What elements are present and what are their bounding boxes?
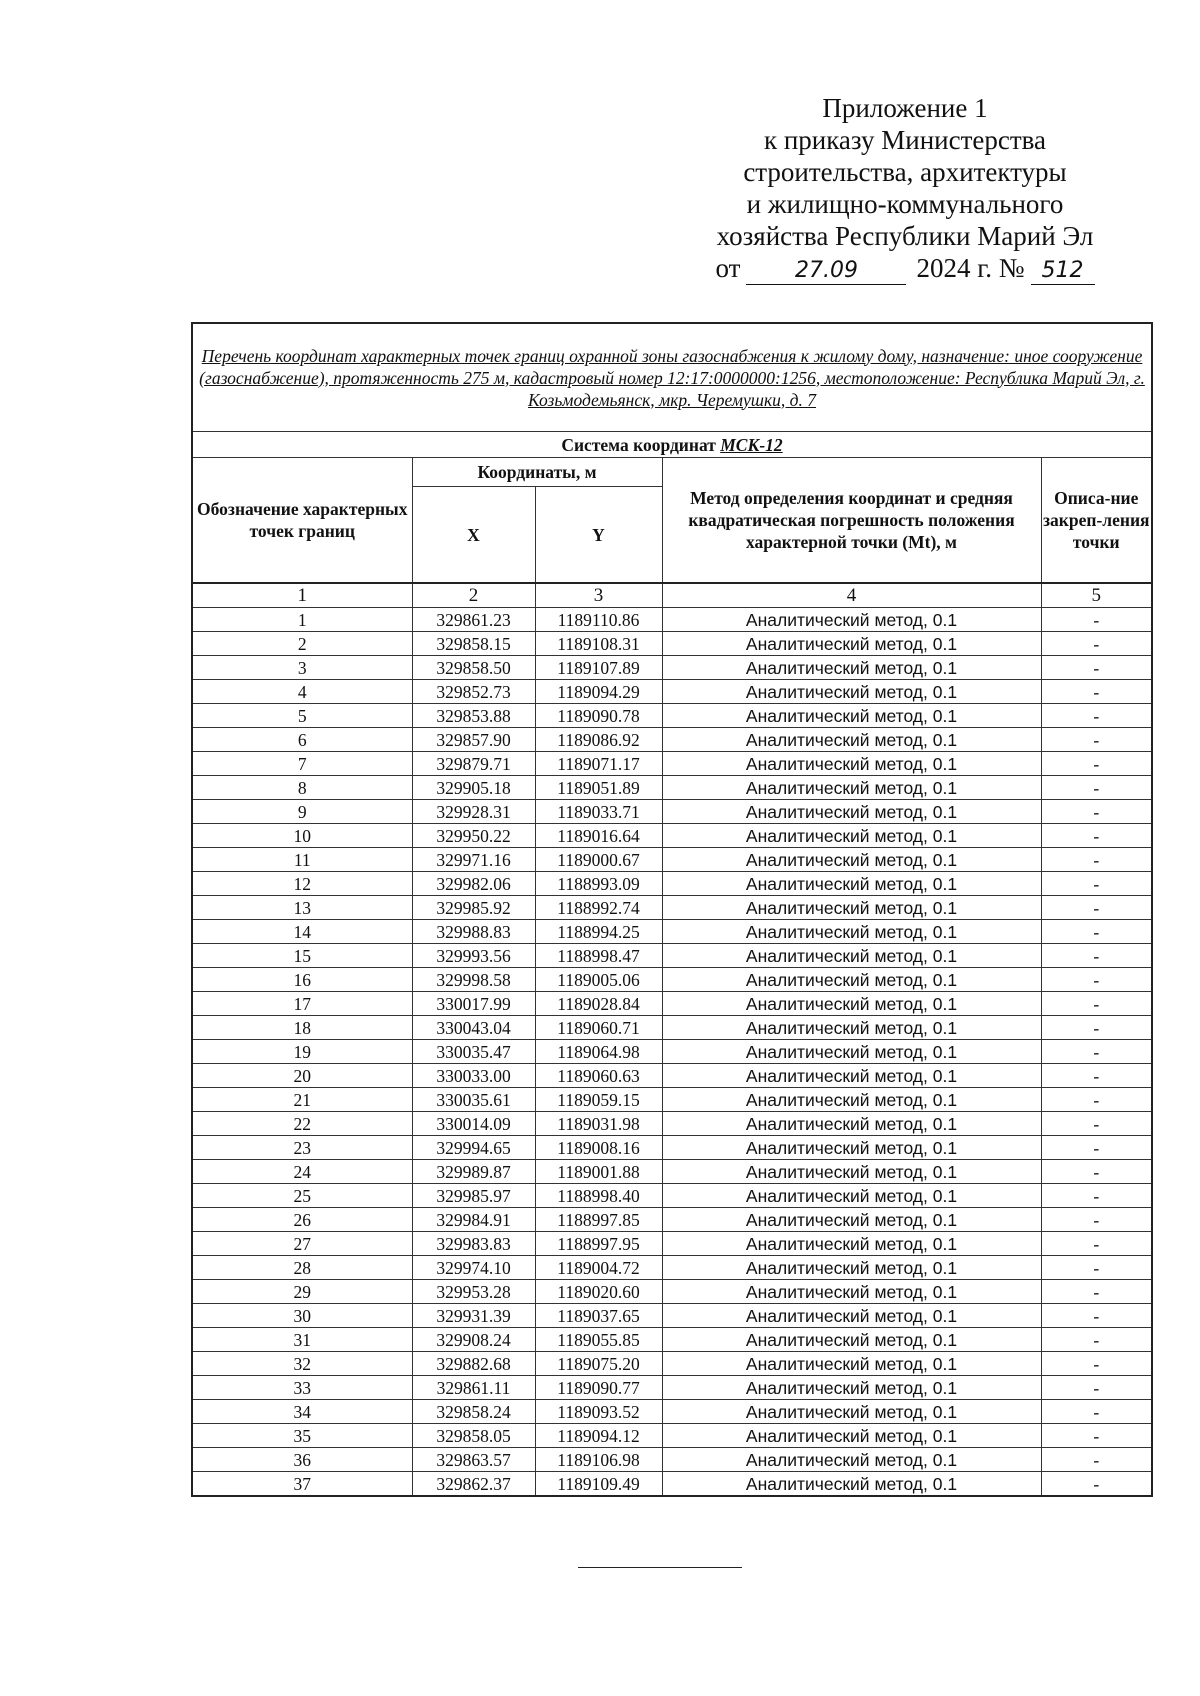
table-row [192,1040,1152,1064]
x-coordinate-cell: 329989.87 [412,1160,535,1184]
description-cell: - [1041,1400,1152,1424]
y-coordinate-cell: 1189106.98 [535,1448,662,1472]
point-number-cell: 35 [192,1424,412,1448]
method-cell: Аналитический метод, 0.1 [662,1016,1041,1040]
x-coordinate-cell: 329861.23 [412,608,535,632]
description-cell: - [1041,1472,1152,1497]
y-coordinate-cell: 1189000.67 [535,848,662,872]
table-row [192,680,1152,704]
coordinate-system [192,432,1152,458]
table-row [192,728,1152,752]
x-coordinate-cell: 329971.16 [412,848,535,872]
table-row [192,1112,1152,1136]
table-row [192,1400,1152,1424]
method-cell: Аналитический метод, 0.1 [662,608,1041,632]
method-cell: Аналитический метод, 0.1 [662,944,1041,968]
method-cell: Аналитический метод, 0.1 [662,896,1041,920]
method-cell: Аналитический метод, 0.1 [662,704,1041,728]
y-coordinate-cell: 1189005.06 [535,968,662,992]
x-coordinate-cell: 330033.00 [412,1064,535,1088]
point-number-cell: 7 [192,752,412,776]
y-coordinate-cell: 1189109.49 [535,1472,662,1497]
table-row [192,1208,1152,1232]
y-coordinate-cell: 1188993.09 [535,872,662,896]
method-cell: Аналитический метод, 0.1 [662,728,1041,752]
description-cell: - [1041,632,1152,656]
description-cell: - [1041,1448,1152,1472]
x-coordinate-cell: 329862.37 [412,1472,535,1497]
method-cell: Аналитический метод, 0.1 [662,632,1041,656]
x-coordinate-cell: 329908.24 [412,1328,535,1352]
y-coordinate-cell: 1189094.12 [535,1424,662,1448]
x-coordinate-cell: 329985.92 [412,896,535,920]
description-cell: - [1041,944,1152,968]
description-cell: - [1041,1232,1152,1256]
method-cell: Аналитический метод, 0.1 [662,920,1041,944]
point-number-cell: 9 [192,800,412,824]
point-number-cell: 3 [192,656,412,680]
method-cell: Аналитический метод, 0.1 [662,1472,1041,1497]
method-cell: Аналитический метод, 0.1 [662,1256,1041,1280]
table-row [192,1352,1152,1376]
table-row [192,1088,1152,1112]
point-number-cell: 26 [192,1208,412,1232]
point-number-cell: 34 [192,1400,412,1424]
description-cell: - [1041,848,1152,872]
table-row [192,800,1152,824]
description-cell: - [1041,1208,1152,1232]
y-coordinate-cell: 1189037.65 [535,1304,662,1328]
y-coordinate-cell: 1189001.88 [535,1160,662,1184]
header-coordinates: Координаты, м [412,458,662,487]
table-row [192,1472,1152,1497]
x-coordinate-cell: 329928.31 [412,800,535,824]
description-cell: - [1041,1376,1152,1400]
description-cell: - [1041,896,1152,920]
coordinate-system-label: Система координат [561,434,716,455]
description-cell: - [1041,1040,1152,1064]
y-coordinate-cell: 1189090.78 [535,704,662,728]
bottom-separator-line [578,1567,742,1568]
description-cell: - [1041,824,1152,848]
description-cell: - [1041,776,1152,800]
column-numbering-row [192,583,1152,608]
y-coordinate-cell: 1189090.77 [535,1376,662,1400]
x-coordinate-cell: 330017.99 [412,992,535,1016]
method-cell: Аналитический метод, 0.1 [662,1448,1041,1472]
y-coordinate-cell: 1188998.40 [535,1184,662,1208]
header-method: Метод определения координат и средняя квадратическая погрешность положения характерной точки (Mt), м [662,458,1041,584]
method-cell: Аналитический метод, 0.1 [662,800,1041,824]
point-number-cell: 36 [192,1448,412,1472]
method-cell: Аналитический метод, 0.1 [662,1280,1041,1304]
y-coordinate-cell: 1189059.15 [535,1088,662,1112]
table-row [192,1136,1152,1160]
header-x: X [412,487,535,584]
x-coordinate-cell: 329861.11 [412,1376,535,1400]
method-cell: Аналитический метод, 0.1 [662,848,1041,872]
point-number-cell: 4 [192,680,412,704]
method-cell: Аналитический метод, 0.1 [662,1400,1041,1424]
from-label: от [715,253,741,283]
point-number-cell: 18 [192,1016,412,1040]
x-coordinate-cell: 329985.97 [412,1184,535,1208]
point-number-cell: 1 [192,608,412,632]
table-row [192,752,1152,776]
y-coordinate-cell: 1189055.85 [535,1328,662,1352]
method-cell: Аналитический метод, 0.1 [662,1328,1041,1352]
table-row [192,1376,1152,1400]
order-date-number-line [690,252,1120,285]
description-cell: - [1041,704,1152,728]
point-number-cell: 14 [192,920,412,944]
table-row [192,872,1152,896]
x-coordinate-cell: 329882.68 [412,1352,535,1376]
table-row [192,1160,1152,1184]
point-number-cell: 25 [192,1184,412,1208]
method-cell: Аналитический метод, 0.1 [662,872,1041,896]
point-number-cell: 11 [192,848,412,872]
y-coordinate-cell: 1189093.52 [535,1400,662,1424]
point-number-cell: 13 [192,896,412,920]
y-coordinate-cell: 1188998.47 [535,944,662,968]
point-number-cell: 33 [192,1376,412,1400]
column-number: 3 [535,583,662,608]
description-cell: - [1041,728,1152,752]
y-coordinate-cell: 1189086.92 [535,728,662,752]
table-row [192,656,1152,680]
y-coordinate-cell: 1189016.64 [535,824,662,848]
x-coordinate-cell: 329879.71 [412,752,535,776]
table-row [192,608,1152,632]
x-coordinate-cell: 329953.28 [412,1280,535,1304]
description-cell: - [1041,1136,1152,1160]
point-number-cell: 37 [192,1472,412,1497]
appendix-ministry-line-2: и жилищно-коммунального [746,189,1064,219]
y-coordinate-cell: 1189094.29 [535,680,662,704]
appendix-ministry-line-1: строительства, архитектуры [743,157,1067,187]
column-number: 4 [662,583,1041,608]
description-cell: - [1041,1088,1152,1112]
table-title: Перечень координат характерных точек границ охранной зоны газоснабжения к жилому дому, назначение: иное сооружение (газоснабжение), протяженность 275 м, кадастровый номер 12:17:0000000:1256, местоположение: Республика Марий Эл, г. Козьмодемьянск, мкр. Черемушки, д. 7 [192,323,1152,432]
description-cell: - [1041,1280,1152,1304]
point-number-cell: 30 [192,1304,412,1328]
table-row [192,704,1152,728]
method-cell: Аналитический метод, 0.1 [662,1376,1041,1400]
x-coordinate-cell: 329982.06 [412,872,535,896]
method-cell: Аналитический метод, 0.1 [662,1304,1041,1328]
column-number: 5 [1041,583,1152,608]
table-row [192,1280,1152,1304]
x-coordinate-cell: 329993.56 [412,944,535,968]
y-coordinate-cell: 1189060.71 [535,1016,662,1040]
table-row [192,1184,1152,1208]
description-cell: - [1041,1424,1152,1448]
x-coordinate-cell: 329858.24 [412,1400,535,1424]
x-coordinate-cell: 330014.09 [412,1112,535,1136]
point-number-cell: 20 [192,1064,412,1088]
table-row [192,1304,1152,1328]
table-row [192,1232,1152,1256]
handwritten-date: 27.09 [746,258,906,285]
description-cell: - [1041,1256,1152,1280]
y-coordinate-cell: 1188997.95 [535,1232,662,1256]
description-cell: - [1041,1016,1152,1040]
y-coordinate-cell: 1189028.84 [535,992,662,1016]
table-row [192,968,1152,992]
method-cell: Аналитический метод, 0.1 [662,1040,1041,1064]
y-coordinate-cell: 1189107.89 [535,656,662,680]
x-coordinate-cell: 329852.73 [412,680,535,704]
header-point-designation: Обозначение характерных точек границ [192,458,412,584]
method-cell: Аналитический метод, 0.1 [662,656,1041,680]
y-coordinate-cell: 1188997.85 [535,1208,662,1232]
method-cell: Аналитический метод, 0.1 [662,824,1041,848]
point-number-cell: 16 [192,968,412,992]
description-cell: - [1041,1184,1152,1208]
handwritten-order-number: 512 [1031,258,1095,285]
coordinates-table [191,322,1153,1497]
point-number-cell: 27 [192,1232,412,1256]
y-coordinate-cell: 1189064.98 [535,1040,662,1064]
table-row [192,632,1152,656]
point-number-cell: 2 [192,632,412,656]
point-number-cell: 32 [192,1352,412,1376]
description-cell: - [1041,1064,1152,1088]
description-cell: - [1041,968,1152,992]
method-cell: Аналитический метод, 0.1 [662,1352,1041,1376]
appendix-ministry-line-3: хозяйства Республики Марий Эл [716,221,1094,251]
table-row [192,896,1152,920]
method-cell: Аналитический метод, 0.1 [662,680,1041,704]
description-cell: - [1041,872,1152,896]
header-description: Описа-ние закреп-ления точки [1041,458,1152,584]
point-number-cell: 29 [192,1280,412,1304]
y-coordinate-cell: 1188992.74 [535,896,662,920]
table-row [192,776,1152,800]
table-row [192,1256,1152,1280]
y-coordinate-cell: 1188994.25 [535,920,662,944]
description-cell: - [1041,1304,1152,1328]
x-coordinate-cell: 330035.61 [412,1088,535,1112]
x-coordinate-cell: 329858.15 [412,632,535,656]
description-cell: - [1041,920,1152,944]
x-coordinate-cell: 329863.57 [412,1448,535,1472]
description-cell: - [1041,1160,1152,1184]
table-row [192,824,1152,848]
description-cell: - [1041,752,1152,776]
x-coordinate-cell: 329858.05 [412,1424,535,1448]
x-coordinate-cell: 329857.90 [412,728,535,752]
method-cell: Аналитический метод, 0.1 [662,1136,1041,1160]
description-cell: - [1041,656,1152,680]
coordinate-system-value: МСК-12 [720,434,783,455]
x-coordinate-cell: 329988.83 [412,920,535,944]
point-number-cell: 28 [192,1256,412,1280]
y-coordinate-cell: 1189033.71 [535,800,662,824]
description-cell: - [1041,608,1152,632]
x-coordinate-cell: 329950.22 [412,824,535,848]
point-number-cell: 6 [192,728,412,752]
point-number-cell: 15 [192,944,412,968]
x-coordinate-cell: 329998.58 [412,968,535,992]
table-row [192,1448,1152,1472]
y-coordinate-cell: 1189071.17 [535,752,662,776]
y-coordinate-cell: 1189110.86 [535,608,662,632]
description-cell: - [1041,1112,1152,1136]
y-coordinate-cell: 1189020.60 [535,1280,662,1304]
y-coordinate-cell: 1189060.63 [535,1064,662,1088]
table-row [192,1016,1152,1040]
method-cell: Аналитический метод, 0.1 [662,1232,1041,1256]
y-coordinate-cell: 1189075.20 [535,1352,662,1376]
x-coordinate-cell: 330043.04 [412,1016,535,1040]
description-cell: - [1041,1352,1152,1376]
table-row [192,920,1152,944]
point-number-cell: 19 [192,1040,412,1064]
method-cell: Аналитический метод, 0.1 [662,1088,1041,1112]
x-coordinate-cell: 329994.65 [412,1136,535,1160]
x-coordinate-cell: 329905.18 [412,776,535,800]
point-number-cell: 31 [192,1328,412,1352]
x-coordinate-cell: 329858.50 [412,656,535,680]
point-number-cell: 8 [192,776,412,800]
method-cell: Аналитический метод, 0.1 [662,1424,1041,1448]
appendix-order-line: к приказу Министерства [763,125,1047,155]
year-number-label: 2024 г. № [916,253,1025,283]
description-cell: - [1041,992,1152,1016]
table-row [192,1064,1152,1088]
method-cell: Аналитический метод, 0.1 [662,752,1041,776]
table-row [192,1424,1152,1448]
point-number-cell: 24 [192,1160,412,1184]
method-cell: Аналитический метод, 0.1 [662,992,1041,1016]
point-number-cell: 21 [192,1088,412,1112]
table-row [192,992,1152,1016]
x-coordinate-cell: 329931.39 [412,1304,535,1328]
method-cell: Аналитический метод, 0.1 [662,1208,1041,1232]
column-number: 1 [192,583,412,608]
appendix-header [690,92,1120,285]
point-number-cell: 10 [192,824,412,848]
description-cell: - [1041,800,1152,824]
header-y: Y [535,487,662,584]
point-number-cell: 12 [192,872,412,896]
table-row [192,944,1152,968]
description-cell: - [1041,680,1152,704]
y-coordinate-cell: 1189031.98 [535,1112,662,1136]
method-cell: Аналитический метод, 0.1 [662,776,1041,800]
point-number-cell: 17 [192,992,412,1016]
table-row [192,1328,1152,1352]
x-coordinate-cell: 329984.91 [412,1208,535,1232]
x-coordinate-cell: 329974.10 [412,1256,535,1280]
y-coordinate-cell: 1189051.89 [535,776,662,800]
point-number-cell: 23 [192,1136,412,1160]
method-cell: Аналитический метод, 0.1 [662,1112,1041,1136]
point-number-cell: 5 [192,704,412,728]
method-cell: Аналитический метод, 0.1 [662,1160,1041,1184]
y-coordinate-cell: 1189004.72 [535,1256,662,1280]
y-coordinate-cell: 1189008.16 [535,1136,662,1160]
x-coordinate-cell: 330035.47 [412,1040,535,1064]
column-number: 2 [412,583,535,608]
table-row [192,848,1152,872]
x-coordinate-cell: 329983.83 [412,1232,535,1256]
method-cell: Аналитический метод, 0.1 [662,1184,1041,1208]
description-cell: - [1041,1328,1152,1352]
point-number-cell: 22 [192,1112,412,1136]
appendix-title: Приложение 1 [822,93,988,123]
y-coordinate-cell: 1189108.31 [535,632,662,656]
method-cell: Аналитический метод, 0.1 [662,1064,1041,1088]
x-coordinate-cell: 329853.88 [412,704,535,728]
method-cell: Аналитический метод, 0.1 [662,968,1041,992]
